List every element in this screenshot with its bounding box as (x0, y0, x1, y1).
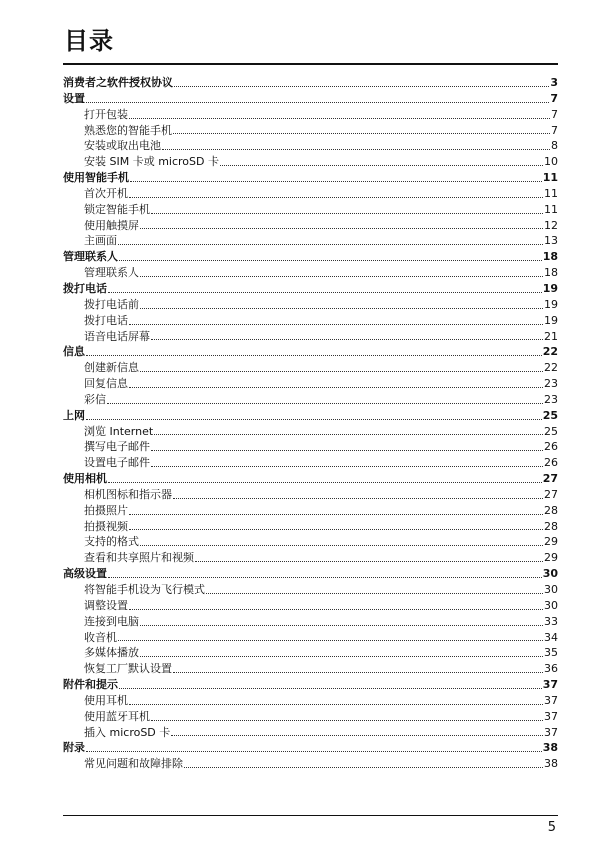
toc-entry-page: 28 (544, 519, 558, 533)
toc-dot-leader (129, 377, 543, 388)
toc-section-entry[interactable] (63, 344, 558, 360)
toc-dot-leader (206, 583, 543, 594)
toc-section-entry[interactable] (63, 91, 558, 107)
toc-entry-page: 7 (551, 123, 558, 137)
toc-dot-leader (108, 567, 542, 578)
toc-dot-leader (140, 535, 543, 546)
toc-entry-page: 36 (544, 662, 558, 676)
toc-entry-page: 37 (544, 709, 558, 723)
toc-subentry[interactable] (63, 218, 558, 234)
toc-entry-page: 35 (544, 646, 558, 660)
toc-entry-label: 语音电话屏幕 (84, 329, 150, 343)
toc-entry-page: 11 (544, 202, 558, 216)
toc-dot-leader (129, 187, 543, 198)
toc-entry-label: 打开包装 (84, 107, 128, 121)
toc-entry-page: 28 (544, 503, 558, 517)
toc-dot-leader (118, 234, 543, 245)
toc-entry-page: 38 (544, 757, 558, 771)
toc-entry-label: 锁定智能手机 (84, 202, 150, 216)
toc-subentry[interactable] (63, 534, 558, 550)
toc-dot-leader (86, 741, 542, 752)
toc-dot-leader (171, 725, 543, 736)
toc-entry-page: 22 (544, 361, 558, 375)
toc-entry-page: 27 (542, 472, 558, 486)
toc-entry-label: 设置 (63, 91, 85, 105)
toc-entry-label: 常见问题和故障排除 (84, 757, 183, 771)
toc-entry-label: 调整设置 (84, 598, 128, 612)
toc-entry-label: 管理联系人 (84, 266, 139, 280)
toc-entry-label: 管理联系人 (63, 250, 118, 264)
toc-subentry[interactable] (63, 313, 558, 329)
toc-entry-page: 30 (544, 598, 558, 612)
toc-entry-label: 恢复工厂默认设置 (84, 662, 172, 676)
toc-dot-leader (162, 139, 550, 150)
toc-dot-leader (130, 171, 542, 182)
toc-dot-leader (129, 599, 543, 610)
toc-subentry[interactable] (63, 661, 558, 677)
toc-dot-leader (195, 551, 543, 562)
toc-dot-leader (173, 662, 543, 673)
toc-dot-leader (107, 393, 543, 404)
toc-entry-page: 33 (544, 614, 558, 628)
table-of-contents (63, 75, 558, 772)
toc-section-entry[interactable] (63, 566, 558, 582)
toc-dot-leader (108, 472, 542, 483)
toc-entry-page: 25 (542, 408, 558, 422)
footer-divider (63, 815, 558, 816)
toc-subentry[interactable] (63, 693, 558, 709)
toc-entry-page: 18 (544, 266, 558, 280)
toc-entry-page: 26 (544, 456, 558, 470)
toc-subentry[interactable] (63, 550, 558, 566)
toc-subentry[interactable] (63, 709, 558, 725)
toc-section-entry[interactable] (63, 249, 558, 265)
toc-entry-label: 拍摄视频 (84, 519, 128, 533)
toc-dot-leader (151, 203, 543, 214)
toc-entry-page: 29 (544, 535, 558, 549)
toc-entry-label: 主画面 (84, 234, 117, 248)
toc-dot-leader (129, 504, 543, 515)
toc-dot-leader (119, 678, 542, 689)
toc-section-entry[interactable] (63, 408, 558, 424)
toc-entry-label: 使用耳机 (84, 693, 128, 707)
toc-dot-leader (173, 488, 543, 499)
toc-entry-label: 高级设置 (63, 567, 107, 581)
toc-entry-label: 创建新信息 (84, 361, 139, 375)
toc-entry-page: 10 (544, 155, 558, 169)
toc-entry-page: 30 (542, 567, 558, 581)
page-title: 目录 (64, 27, 114, 55)
toc-entry-page: 38 (542, 741, 558, 755)
toc-entry-page: 23 (544, 392, 558, 406)
toc-subentry[interactable] (63, 630, 558, 646)
toc-subentry[interactable] (63, 487, 558, 503)
toc-subentry[interactable] (63, 360, 558, 376)
toc-subentry[interactable] (63, 582, 558, 598)
toc-dot-leader (129, 108, 550, 119)
toc-dot-leader (86, 92, 549, 103)
toc-entry-page: 12 (544, 218, 558, 232)
toc-section-entry[interactable] (63, 677, 558, 693)
toc-subentry[interactable] (63, 123, 558, 139)
toc-subentry[interactable] (63, 424, 558, 440)
toc-entry-label: 信息 (63, 345, 85, 359)
toc-entry-label: 支持的格式 (84, 535, 139, 549)
toc-dot-leader (151, 440, 543, 451)
toc-entry-page: 11 (542, 171, 558, 185)
toc-entry-page: 26 (544, 440, 558, 454)
toc-subentry[interactable] (63, 376, 558, 392)
toc-entry-label: 查看和共享照片和视频 (84, 551, 194, 565)
toc-dot-leader (86, 409, 542, 420)
toc-dot-leader (173, 123, 550, 134)
toc-entry-label: 拍摄照片 (84, 503, 128, 517)
toc-dot-leader (140, 218, 543, 229)
toc-entry-label: 拨打电话 (63, 281, 107, 295)
toc-entry-page: 8 (551, 139, 558, 153)
toc-entry-label: 浏览 Internet (84, 424, 154, 438)
toc-dot-leader (140, 266, 543, 277)
toc-entry-label: 设置电子邮件 (84, 456, 150, 470)
toc-subentry[interactable] (63, 297, 558, 313)
toc-entry-page: 13 (544, 234, 558, 248)
toc-entry-label: 附录 (63, 741, 85, 755)
toc-dot-leader (151, 456, 543, 467)
toc-entry-page: 27 (544, 487, 558, 501)
toc-entry-label: 相机图标和指示器 (84, 487, 172, 501)
toc-entry-label: 上网 (63, 408, 85, 422)
toc-subentry[interactable] (63, 154, 558, 170)
toc-entry-page: 3 (550, 76, 558, 89)
toc-subentry[interactable] (63, 186, 558, 202)
toc-dot-leader (140, 615, 543, 626)
toc-dot-leader (108, 282, 542, 293)
toc-dot-leader (174, 76, 549, 87)
toc-dot-leader (119, 250, 542, 261)
toc-section-entry[interactable] (63, 170, 558, 186)
toc-entry-label: 撰写电子邮件 (84, 440, 150, 454)
toc-entry-label: 将智能手机设为飞行模式 (84, 583, 205, 596)
toc-entry-label: 安装 SIM 卡或 microSD 卡 (84, 155, 219, 169)
page-number: 5 (547, 820, 556, 835)
toc-dot-leader (140, 298, 543, 309)
title-divider (63, 63, 558, 65)
toc-subentry[interactable] (63, 455, 558, 471)
toc-dot-leader (220, 155, 543, 166)
toc-subentry[interactable] (63, 202, 558, 218)
toc-entry-page: 22 (542, 345, 558, 359)
toc-entry-page: 37 (542, 678, 558, 692)
toc-subentry[interactable] (63, 233, 558, 249)
toc-dot-leader (129, 519, 543, 530)
toc-entry-label: 首次开机 (84, 186, 128, 200)
toc-subentry[interactable] (63, 265, 558, 281)
toc-entry-page: 34 (544, 630, 558, 644)
toc-dot-leader (86, 345, 542, 356)
toc-entry-page: 23 (544, 377, 558, 391)
toc-entry-page: 30 (544, 583, 558, 596)
toc-section-entry[interactable] (63, 75, 558, 91)
toc-dot-leader (129, 694, 543, 705)
toc-subentry[interactable] (63, 439, 558, 455)
toc-dot-leader (184, 757, 543, 768)
toc-section-entry[interactable] (63, 471, 558, 487)
toc-subentry[interactable] (63, 392, 558, 408)
toc-dot-leader (140, 646, 543, 657)
toc-entry-page: 29 (544, 551, 558, 565)
toc-subentry[interactable] (63, 598, 558, 614)
toc-dot-leader (118, 630, 543, 641)
toc-subentry[interactable] (63, 519, 558, 535)
toc-dot-leader (140, 361, 543, 372)
toc-entry-page: 7 (550, 91, 558, 105)
toc-subentry[interactable] (63, 614, 558, 630)
toc-entry-page: 19 (542, 281, 558, 295)
toc-entry-label: 拨打电话前 (84, 297, 139, 311)
toc-subentry[interactable] (63, 329, 558, 345)
toc-dot-leader (151, 710, 543, 721)
toc-entry-page: 19 (544, 313, 558, 327)
toc-subentry[interactable] (63, 107, 558, 123)
toc-entry-label: 使用智能手机 (63, 171, 129, 185)
toc-entry-label: 附件和提示 (63, 678, 118, 692)
toc-entry-page: 25 (544, 424, 558, 438)
toc-entry-label: 彩信 (84, 392, 106, 406)
toc-subentry[interactable] (63, 756, 558, 772)
toc-entry-label: 连接到电脑 (84, 614, 139, 628)
toc-entry-label: 收音机 (84, 630, 117, 644)
toc-entry-label: 拨打电话 (84, 313, 128, 327)
toc-entry-label: 使用相机 (63, 472, 107, 486)
toc-dot-leader (151, 329, 543, 340)
toc-entry-page: 37 (544, 693, 558, 707)
toc-entry-page: 21 (544, 329, 558, 343)
toc-entry-page: 37 (544, 725, 558, 739)
toc-entry-label: 使用蓝牙耳机 (84, 709, 150, 723)
toc-entry-page: 11 (544, 186, 558, 200)
toc-subentry[interactable] (63, 503, 558, 519)
toc-entry-label: 回复信息 (84, 377, 128, 391)
toc-entry-label: 使用触摸屏 (84, 218, 139, 232)
toc-dot-leader (129, 314, 543, 325)
toc-section-entry[interactable] (63, 740, 558, 756)
toc-entry-label: 多媒体播放 (84, 646, 139, 660)
toc-dot-leader (154, 424, 543, 435)
toc-entry-page: 7 (551, 107, 558, 121)
toc-entry-page: 18 (542, 250, 558, 264)
toc-entry-label: 插入 microSD 卡 (84, 725, 171, 739)
toc-subentry[interactable] (63, 725, 558, 741)
toc-entry-label: 安装或取出电池 (84, 139, 161, 153)
toc-entry-label: 消费者之软件授权协议 (63, 76, 173, 89)
toc-subentry[interactable] (63, 138, 558, 154)
toc-section-entry[interactable] (63, 281, 558, 297)
toc-entry-label: 熟悉您的智能手机 (84, 123, 172, 137)
toc-entry-page: 19 (544, 297, 558, 311)
toc-subentry[interactable] (63, 645, 558, 661)
